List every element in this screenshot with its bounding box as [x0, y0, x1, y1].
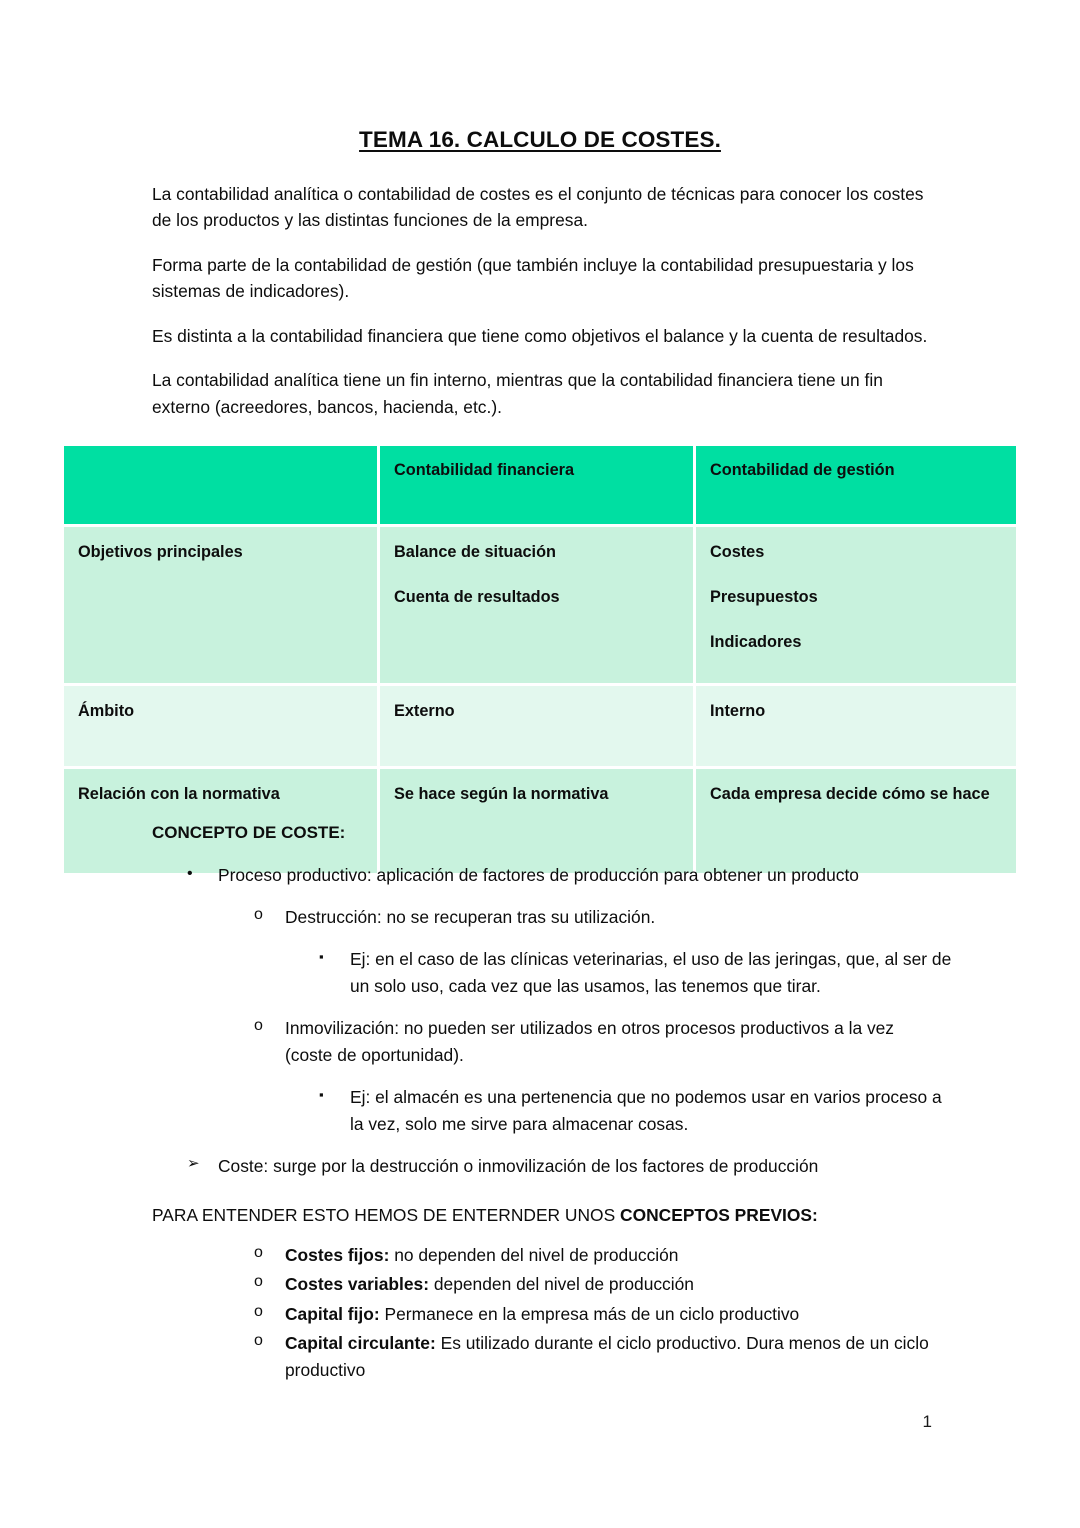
- page-title-text: TEMA 16. CALCULO DE COSTES.: [359, 127, 721, 152]
- bullet-circle-icon: o: [254, 1244, 263, 1262]
- term-label: Costes fijos:: [285, 1245, 390, 1266]
- list-item-destruccion-ejemplo: [319, 946, 952, 999]
- table-cell-line: Cuenta de resultados: [394, 588, 560, 607]
- previous-concepts-list: [0, 1242, 1080, 1383]
- term-definition: Es utilizado durante el ciclo productivo. Dura menos de un ciclo productivo: [285, 1333, 929, 1380]
- term-label: Capital fijo:: [285, 1303, 380, 1324]
- list-item-label: [285, 1301, 932, 1327]
- intro-paragraph-2: Forma parte de la contabilidad de gestión (que también incluye la contabilidad presupuestaria y los sistemas de indicadores).: [152, 254, 914, 302]
- intro-paragraph-3: Es distinta a la contabilidad financiera que tiene como objetivos el balance y la cuenta de resultados.: [152, 325, 928, 346]
- table-header: [64, 446, 1016, 527]
- intro-paragraph-1: La contabilidad analítica o contabilidad de costes es el conjunto de técnicas para conocer los costes de los productos y las distintas funciones de la empresa.: [152, 184, 924, 231]
- table-cell-financiera: [380, 527, 696, 686]
- list-item-costes-variables: [254, 1271, 932, 1297]
- list-item-destruccion: [254, 904, 932, 930]
- table-header-cell-gestion: Contabilidad de gestión: [696, 446, 1016, 527]
- table-header-row: [64, 446, 1016, 527]
- bullet-circle-icon: o: [254, 1017, 263, 1035]
- list-item-label: [285, 1242, 932, 1268]
- table-cell-gestion: [696, 527, 1016, 686]
- table-cell-gestion: Interno: [696, 686, 1016, 769]
- list-item-inmovilizacion: [254, 1015, 932, 1068]
- list-item-proceso-productivo: [187, 862, 930, 888]
- table-header-cell-empty: [64, 446, 380, 527]
- bullet-circle-icon: o: [254, 905, 263, 923]
- table-cell-row-label: Relación con la normativa: [64, 769, 380, 873]
- bullet-circle-icon: o: [254, 1332, 263, 1350]
- list-item-capital-circulante: [254, 1330, 932, 1383]
- bullet-arrow-icon: ➢: [187, 1155, 200, 1173]
- previous-concepts-lead-bold: CONCEPTOS PREVIOS:: [620, 1204, 818, 1225]
- list-item-label: Inmovilización: no pueden ser utilizados en otros procesos productivos a la vez (coste de oportunidad).: [285, 1018, 895, 1065]
- list-item-costes-fijos: [254, 1242, 932, 1268]
- intro-paragraph-4: La contabilidad analítica tiene un fin interno, mientras que la contabilidad financiera tiene un fin externo (acreedores, bancos, hacienda, etc.).: [152, 370, 883, 417]
- table-cell-line: Balance de situación: [394, 543, 556, 561]
- bullet-square-icon: ▪: [319, 949, 324, 965]
- table-header-cell-financiera: Contabilidad financiera: [380, 446, 696, 527]
- page-title: [0, 0, 1080, 153]
- table-row: [64, 686, 1016, 769]
- page-number: 1: [922, 1412, 932, 1431]
- table-cell-row-label: Objetivos principales: [64, 527, 380, 686]
- list-item-label: [285, 1330, 932, 1383]
- term-definition: no dependen del nivel de producción: [389, 1245, 679, 1266]
- list-item-inmovilizacion-ejemplo: [319, 1084, 952, 1137]
- term-definition: dependen del nivel de producción: [429, 1274, 694, 1295]
- list-item-label: Ej: en el caso de las clínicas veterinarias, el uso de las jeringas, que, al ser de un solo uso, cada vez que las usamos, las tenemos que tirar.: [350, 949, 952, 996]
- table-cell-line: Indicadores: [710, 633, 802, 652]
- table-cell-line: Presupuestos: [710, 588, 818, 607]
- list-item-capital-fijo: [254, 1301, 932, 1327]
- comparison-table: [64, 446, 1016, 873]
- table-cell-financiera: Se hace según la normativa: [380, 769, 696, 873]
- list-item-label: Coste: surge por la destrucción o inmovilización de los factores de producción: [218, 1156, 819, 1177]
- table-cell-financiera: Externo: [380, 686, 696, 769]
- concept-section: [0, 820, 1080, 1386]
- previous-concepts-lead-in: [152, 1202, 932, 1228]
- table-cell-row-label: Ámbito: [64, 686, 380, 769]
- list-item-label: [285, 1271, 932, 1297]
- list-item-coste: [187, 1153, 930, 1179]
- table-cell-gestion: Cada empresa decide cómo se hace: [696, 769, 1016, 873]
- term-label: Capital circulante:: [285, 1333, 436, 1354]
- concept-bullet-list: [0, 862, 1080, 1180]
- table-cell-line: Costes: [710, 543, 765, 561]
- bullet-disc-icon: •: [187, 864, 193, 882]
- bullet-circle-icon: o: [254, 1302, 263, 1320]
- table-row: [64, 527, 1016, 686]
- concept-section-heading: CONCEPTO DE COSTE:: [152, 823, 346, 842]
- previous-concepts-lead-plain: PARA ENTENDER ESTO HEMOS DE ENTERNDER UNOS: [152, 1204, 621, 1225]
- list-item-label: Destrucción: no se recuperan tras su utilización.: [285, 906, 656, 927]
- bullet-square-icon: ▪: [319, 1087, 324, 1103]
- list-item-label: Ej: el almacén es una pertenencia que no podemos usar en varios proceso a la vez, solo me sirve para almacenar cosas.: [350, 1087, 942, 1134]
- intro-paragraphs: [152, 181, 932, 420]
- bullet-circle-icon: o: [254, 1273, 263, 1291]
- term-definition: Permanece en la empresa más de un ciclo productivo: [379, 1303, 800, 1324]
- term-label: Costes variables:: [285, 1274, 430, 1295]
- list-item-label: Proceso productivo: aplicación de factores de producción para obtener un producto: [218, 864, 859, 885]
